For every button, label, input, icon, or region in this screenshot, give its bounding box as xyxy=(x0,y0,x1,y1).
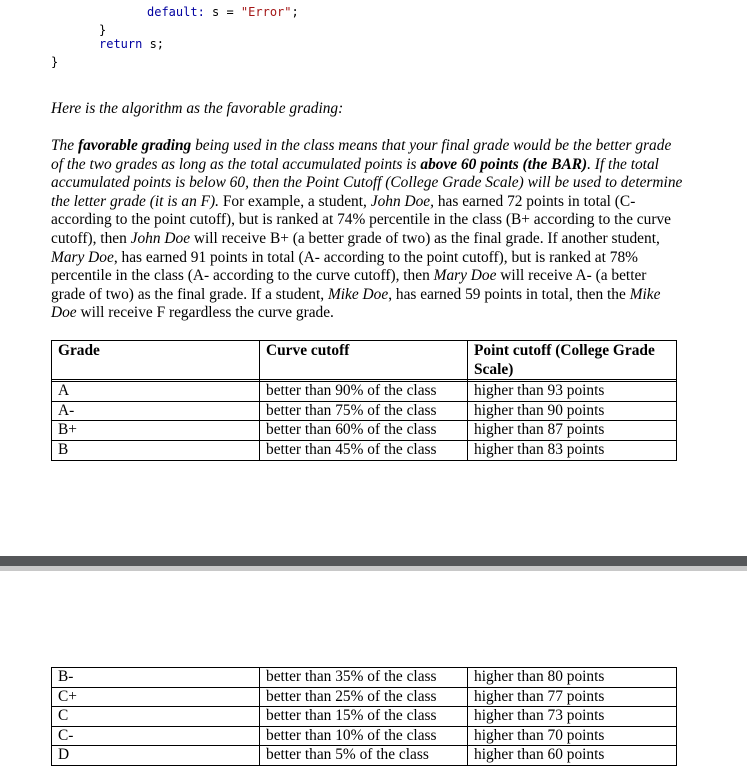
cell-point: higher than 93 points xyxy=(468,382,677,402)
cell-point: higher than 83 points xyxy=(468,440,677,460)
code-string-error: "Error" xyxy=(240,5,292,19)
cell-curve: better than 10% of the class xyxy=(260,726,468,746)
cell-point: higher than 90 points xyxy=(468,401,677,421)
para-bold-favorable: favorable grading xyxy=(77,137,192,154)
table-header-row xyxy=(52,341,677,380)
cell-point: higher than 80 points xyxy=(468,668,677,688)
table-row xyxy=(52,382,677,402)
table-row xyxy=(52,401,677,421)
header-grade: Grade xyxy=(52,341,260,380)
para-span: The xyxy=(51,137,78,154)
page-break-bar xyxy=(0,556,747,566)
cell-curve: better than 75% of the class xyxy=(260,401,468,421)
para-name-mary: Mary Doe xyxy=(433,267,497,285)
code-line-outer-brace: } xyxy=(51,55,59,69)
code-line-default xyxy=(147,5,299,19)
para-span: will receive A- (a better grade of two) as the final grade. If a student, xyxy=(51,267,647,303)
intro-text: Here is the algorithm as the favorable grading: xyxy=(51,100,344,117)
code-default-assign: s = xyxy=(204,5,241,19)
para-span: being used in the class means that your final grade would be the better grade of the two grades as long as the total accumulated points is xyxy=(51,137,672,173)
cell-point: higher than 87 points xyxy=(468,421,677,441)
table-row xyxy=(52,421,677,441)
para-name-mike: Mike Doe xyxy=(327,285,389,303)
cell-curve: better than 15% of the class xyxy=(260,707,468,727)
para-span: , has earned 59 points in total, then the xyxy=(388,285,630,303)
cell-grade: A- xyxy=(52,401,260,421)
code-keyword-default: default: xyxy=(147,5,205,19)
para-bold-bar: above 60 points (the BAR) xyxy=(420,155,588,173)
para-span: will receive F regardless the curve grade. xyxy=(76,304,334,322)
cell-grade: C+ xyxy=(52,687,260,707)
cell-grade: B xyxy=(52,440,260,460)
code-line-return xyxy=(99,37,164,51)
cell-curve: better than 45% of the class xyxy=(260,440,468,460)
para-span: , has earned 91 points in total (A- according to the point cutoff), but is ranked at 78% percentile in the class (A- according to the curve cutoff), then xyxy=(51,248,638,285)
code-return-value: s; xyxy=(142,37,165,51)
cell-grade: A xyxy=(52,382,260,402)
table-row xyxy=(52,726,677,746)
cell-grade: C- xyxy=(52,726,260,746)
cell-point: higher than 60 points xyxy=(468,746,677,766)
cell-curve: better than 35% of the class xyxy=(260,668,468,688)
code-semicolon: ; xyxy=(291,5,299,19)
cell-grade: B- xyxy=(52,668,260,688)
para-span: . If the total accumulated points is below 60, then the Point Cutoff (College Grade Scale) will be used to determine the letter grade (it is an F). xyxy=(51,155,683,210)
header-curve-cutoff: Curve cutoff xyxy=(260,341,468,380)
cell-grade: D xyxy=(52,746,260,766)
table-row xyxy=(52,746,677,766)
cell-curve: better than 60% of the class xyxy=(260,421,468,441)
para-span: has earned 72 points in total (C- according to the point cutoff), but is ranked at 74% percentile in the class (B+ according to the curve cutoff), then xyxy=(51,192,671,247)
page-break-shadow xyxy=(0,566,747,571)
cell-grade: C xyxy=(52,707,260,727)
para-span: For example, a student, xyxy=(218,192,371,210)
grade-table-continued xyxy=(51,667,677,766)
para-name-john: John Doe, xyxy=(370,192,434,210)
para-name-mary: Mary Doe xyxy=(51,248,114,266)
code-keyword-return: return xyxy=(99,37,143,51)
code-line-close-brace: } xyxy=(99,23,107,37)
cell-point: higher than 70 points xyxy=(468,726,677,746)
table-row xyxy=(52,687,677,707)
cell-point: higher than 73 points xyxy=(468,707,677,727)
table-row xyxy=(52,668,677,688)
grade-table-top xyxy=(51,340,677,461)
para-name-mike: Mike Doe xyxy=(51,285,661,322)
para-span: will receive B+ (a better grade of two) as the final grade. If another student, xyxy=(190,229,660,247)
header-point-cutoff: Point cutoff (College Grade Scale) xyxy=(468,341,677,380)
cell-grade: B+ xyxy=(52,421,260,441)
cell-curve: better than 25% of the class xyxy=(260,687,468,707)
cell-curve: better than 90% of the class xyxy=(260,382,468,402)
table-row xyxy=(52,440,677,460)
cell-point: higher than 77 points xyxy=(468,687,677,707)
para-name-john: John Doe xyxy=(130,229,191,247)
favorable-grading-paragraph xyxy=(51,137,683,323)
intro-heading xyxy=(51,100,343,119)
table-row xyxy=(52,707,677,727)
cell-curve: better than 5% of the class xyxy=(260,746,468,766)
